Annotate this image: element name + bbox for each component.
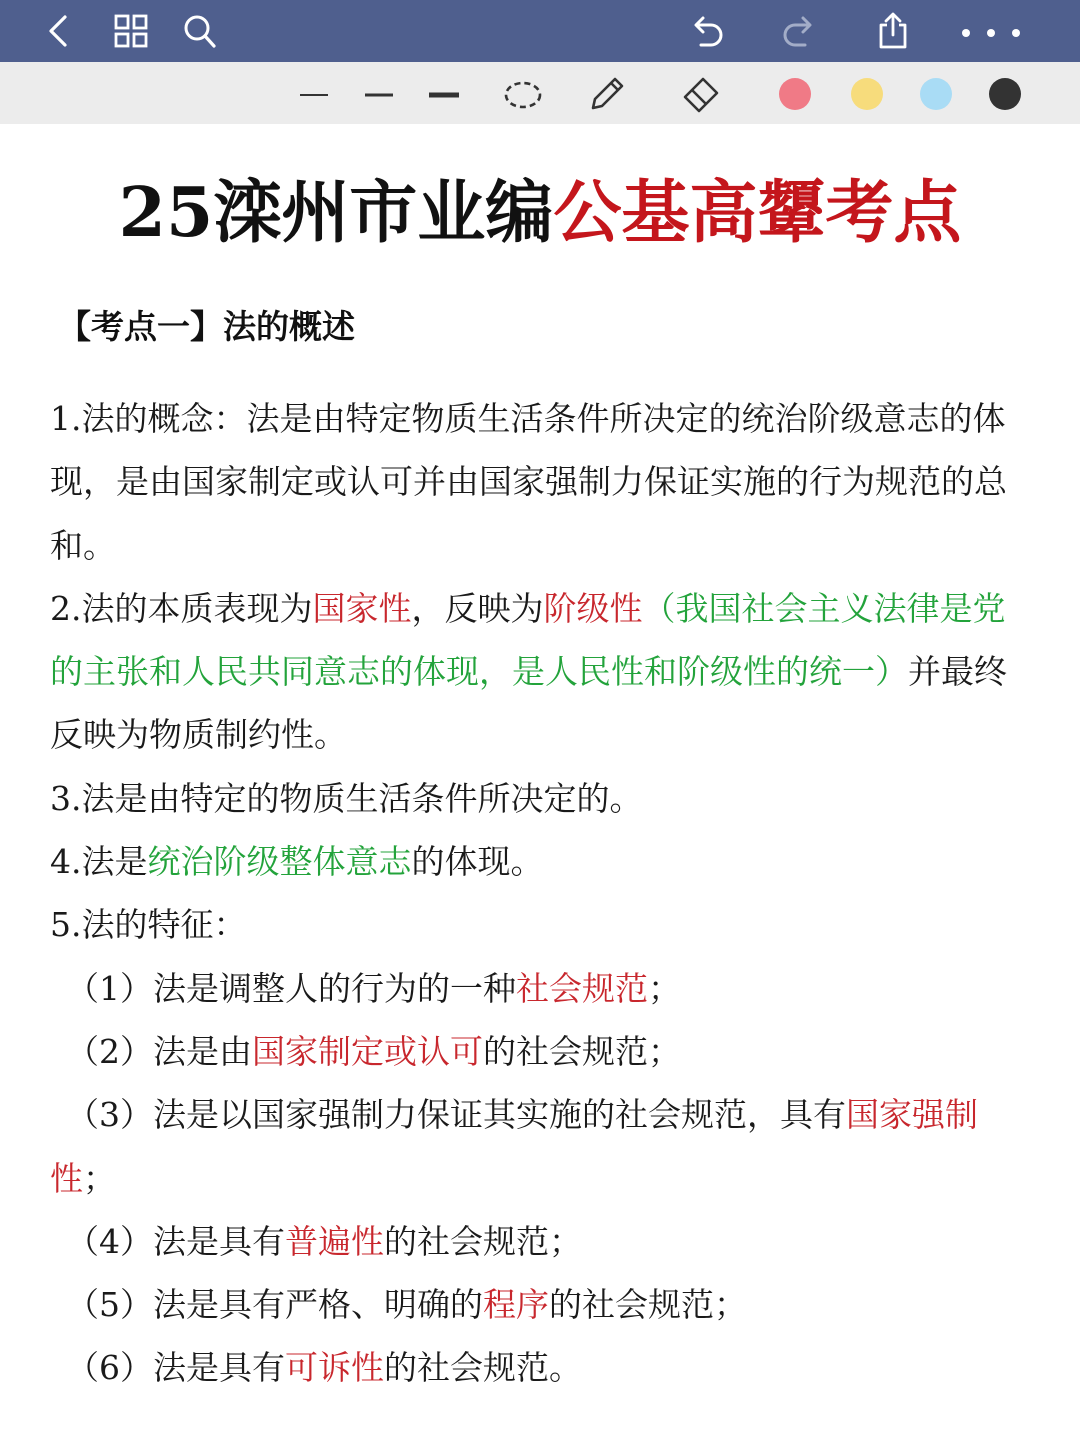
color-swatch-yellow[interactable] bbox=[851, 78, 883, 110]
text-run: （1）法是调整人的行为的一种 bbox=[66, 968, 516, 1008]
text-run: 2.法的本质表现为 bbox=[50, 588, 313, 628]
highlight-red: 可诉性 bbox=[285, 1348, 384, 1388]
thin-line-tool[interactable] bbox=[293, 73, 335, 113]
text-run: 的社会规范。 bbox=[384, 1348, 582, 1388]
text-run: （5）法是具有严格、明确的 bbox=[66, 1285, 483, 1325]
grid-view-button[interactable] bbox=[108, 8, 154, 54]
feature-item-5 bbox=[50, 1273, 1035, 1336]
text-run: ； bbox=[83, 1158, 116, 1198]
back-chevron-icon bbox=[39, 11, 79, 51]
medium-line-tool[interactable] bbox=[358, 73, 400, 113]
text-run: 的社会规范； bbox=[384, 1221, 582, 1261]
highlight-red: 社会规范 bbox=[516, 968, 648, 1008]
color-swatch-black[interactable] bbox=[989, 78, 1021, 110]
document-body bbox=[50, 387, 1035, 1400]
section-heading: 【考点一】法的概述 bbox=[58, 307, 355, 346]
text-run: 的社会规范； bbox=[549, 1285, 747, 1325]
feature-item-4 bbox=[50, 1210, 1035, 1273]
thick-line-tool[interactable] bbox=[423, 73, 465, 113]
top-navigation-bar bbox=[0, 0, 1080, 62]
text-run: 并最终反映为物质制约性。 bbox=[50, 652, 1007, 755]
color-swatch-blue[interactable] bbox=[920, 78, 952, 110]
undo-icon bbox=[687, 11, 727, 51]
eraser-icon bbox=[681, 73, 721, 113]
color-swatch-pink[interactable] bbox=[779, 78, 811, 110]
medium-line-icon bbox=[359, 73, 399, 113]
highlight-red: 普遍性 bbox=[285, 1221, 384, 1261]
share-button[interactable] bbox=[870, 8, 916, 54]
highlight-green: 统治阶级整体意志 bbox=[147, 842, 412, 882]
feature-item-1 bbox=[50, 957, 1035, 1020]
highlight-red: 国家强制性 bbox=[50, 1095, 978, 1198]
text-run: （2）法是由 bbox=[66, 1031, 252, 1071]
lasso-icon bbox=[503, 73, 543, 113]
search-icon bbox=[179, 11, 219, 51]
text-run: （4）法是具有 bbox=[66, 1221, 285, 1261]
text-run: ，反映为 bbox=[411, 588, 544, 628]
paragraph-features-heading: 5.法的特征： bbox=[50, 905, 247, 945]
highlight-green: （我国社会主义法律是党的主张和人民共同意志的体现，是人民性和阶级性的统一） bbox=[50, 588, 1006, 692]
highlight-red: 程序 bbox=[483, 1285, 549, 1325]
search-button[interactable] bbox=[176, 8, 222, 54]
text-run: 4.法是 bbox=[50, 842, 148, 882]
undo-button[interactable] bbox=[684, 8, 730, 54]
paragraph-concept: 1.法的概念：法是由特定物质生活条件所决定的统治阶级意志的体现，是由国家制定或认可并由国家强制力保证实施的行为规范的总和。 bbox=[50, 399, 1007, 565]
text-run: ； bbox=[648, 968, 681, 1008]
text-run: 的社会规范； bbox=[483, 1031, 681, 1071]
more-dots-icon bbox=[958, 11, 1028, 51]
highlight-red: 国家性 bbox=[312, 588, 412, 628]
text-run: （3）法是以国家强制力保证其实施的社会规范，具有 bbox=[66, 1095, 846, 1135]
redo-icon bbox=[779, 11, 819, 51]
paragraph-essence bbox=[50, 577, 1035, 767]
thin-line-icon bbox=[294, 73, 334, 113]
grid-icon bbox=[111, 11, 151, 51]
highlight-red: 国家制定或认可 bbox=[252, 1031, 483, 1071]
highlight-red: 阶级性 bbox=[543, 588, 643, 628]
text-run: （6）法是具有 bbox=[66, 1348, 285, 1388]
paragraph-determination: 3.法是由特定的物质生活条件所决定的。 bbox=[50, 778, 643, 818]
title-red-part: 公基高顰考点 bbox=[553, 173, 962, 253]
pencil-tool[interactable] bbox=[586, 73, 628, 113]
document-title bbox=[0, 168, 1080, 258]
paragraph-will bbox=[50, 830, 1035, 893]
pencil-icon bbox=[587, 73, 627, 113]
thick-line-icon bbox=[424, 73, 464, 113]
feature-item-3 bbox=[50, 1083, 1035, 1210]
redo-button[interactable] bbox=[776, 8, 822, 54]
more-options-button[interactable] bbox=[958, 8, 1028, 54]
title-black-part: 25滦州市业编 bbox=[118, 173, 554, 253]
feature-item-6 bbox=[50, 1336, 1035, 1399]
lasso-tool[interactable] bbox=[502, 73, 544, 113]
drawing-toolbar bbox=[0, 62, 1080, 124]
share-icon bbox=[873, 11, 913, 51]
eraser-tool[interactable] bbox=[680, 73, 722, 113]
back-button[interactable] bbox=[36, 8, 82, 54]
feature-item-2 bbox=[50, 1020, 1035, 1083]
text-run: 的体现。 bbox=[411, 842, 544, 882]
